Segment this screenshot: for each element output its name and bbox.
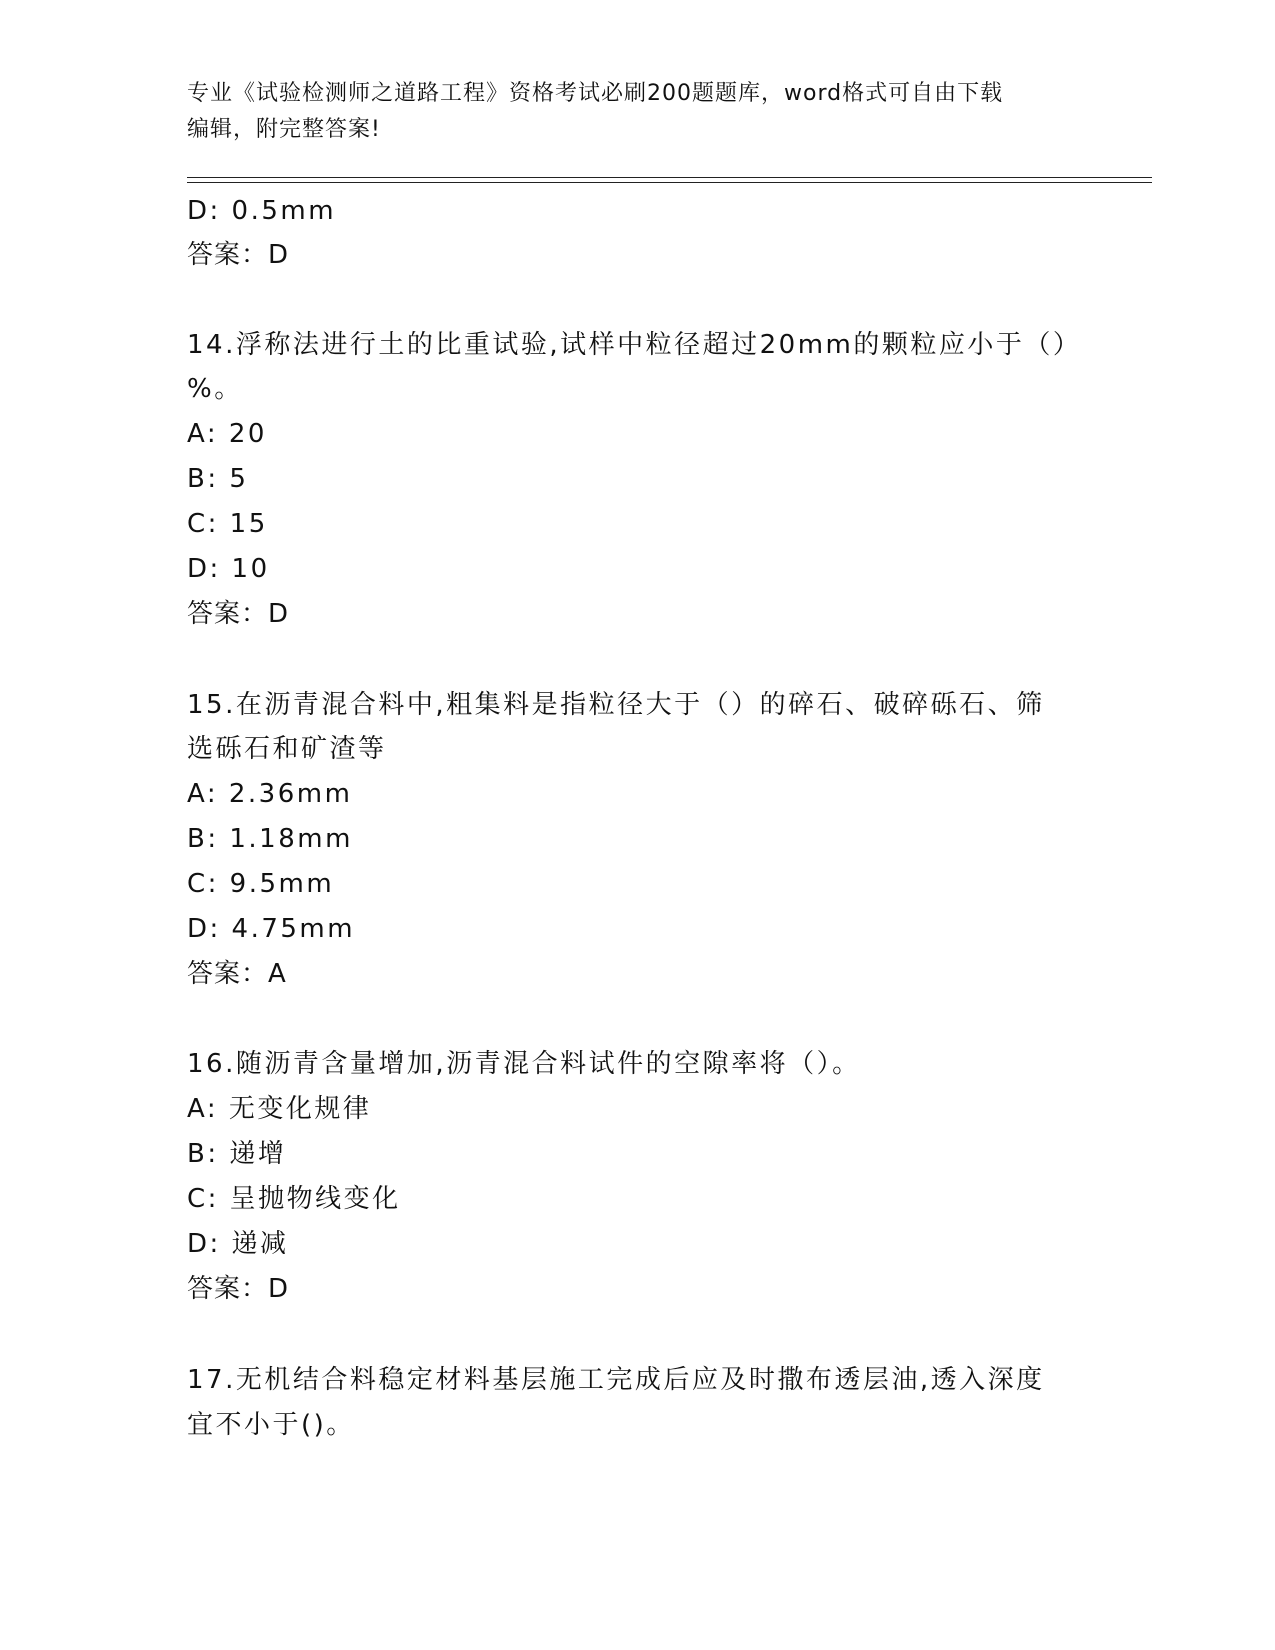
q15-question-line-2: 选砾石和矿渣等: [187, 734, 387, 764]
q13-option-d: D: 0.5mm: [187, 196, 337, 226]
q14-question-line-2: %。: [187, 374, 243, 404]
q15-option-c: C: 9.5mm: [187, 869, 335, 899]
header-line-2: 编辑，附完整答案!: [187, 117, 381, 142]
header-divider-bottom: [187, 182, 1152, 183]
q17-question-line-2: 宜不小于()。: [187, 1410, 355, 1440]
q15-answer: 答案：A: [187, 959, 287, 989]
q14-option-c: C: 15: [187, 509, 268, 539]
header-divider-top: [187, 177, 1152, 178]
q14-option-d: D: 10: [187, 554, 270, 584]
q16-option-d: D: 递减: [187, 1229, 289, 1259]
q15-option-a: A: 2.36mm: [187, 779, 353, 809]
q14-option-a: A: 20: [187, 419, 267, 449]
q15-option-b: B: 1.18mm: [187, 824, 353, 854]
q15-option-d: D: 4.75mm: [187, 914, 356, 944]
q16-question-line-1: 16.随沥青含量增加,沥青混合料试件的空隙率将（）。: [187, 1049, 861, 1079]
q16-option-a: A: 无变化规律: [187, 1094, 372, 1124]
q13-answer: 答案：D: [187, 240, 290, 270]
header-line-1: 专业《试验检测师之道路工程》资格考试必刷200题题库，word格式可自由下载: [187, 81, 1004, 106]
q17-question-line-1: 17.无机结合料稳定材料基层施工完成后应及时撒布透层油,透入深度: [187, 1365, 1045, 1395]
q14-question-line-1: 14.浮称法进行土的比重试验,试样中粒径超过20mm的颗粒应小于（）: [187, 330, 1082, 360]
q16-answer: 答案：D: [187, 1274, 290, 1304]
q15-question-line-1: 15.在沥青混合料中,粗集料是指粒径大于（）的碎石、破碎砾石、筛: [187, 690, 1045, 720]
q16-option-b: B: 递增: [187, 1139, 287, 1169]
q14-option-b: B: 5: [187, 464, 249, 494]
page-header: [187, 76, 1067, 148]
q14-answer: 答案：D: [187, 599, 290, 629]
q16-option-c: C: 呈抛物线变化: [187, 1184, 401, 1214]
